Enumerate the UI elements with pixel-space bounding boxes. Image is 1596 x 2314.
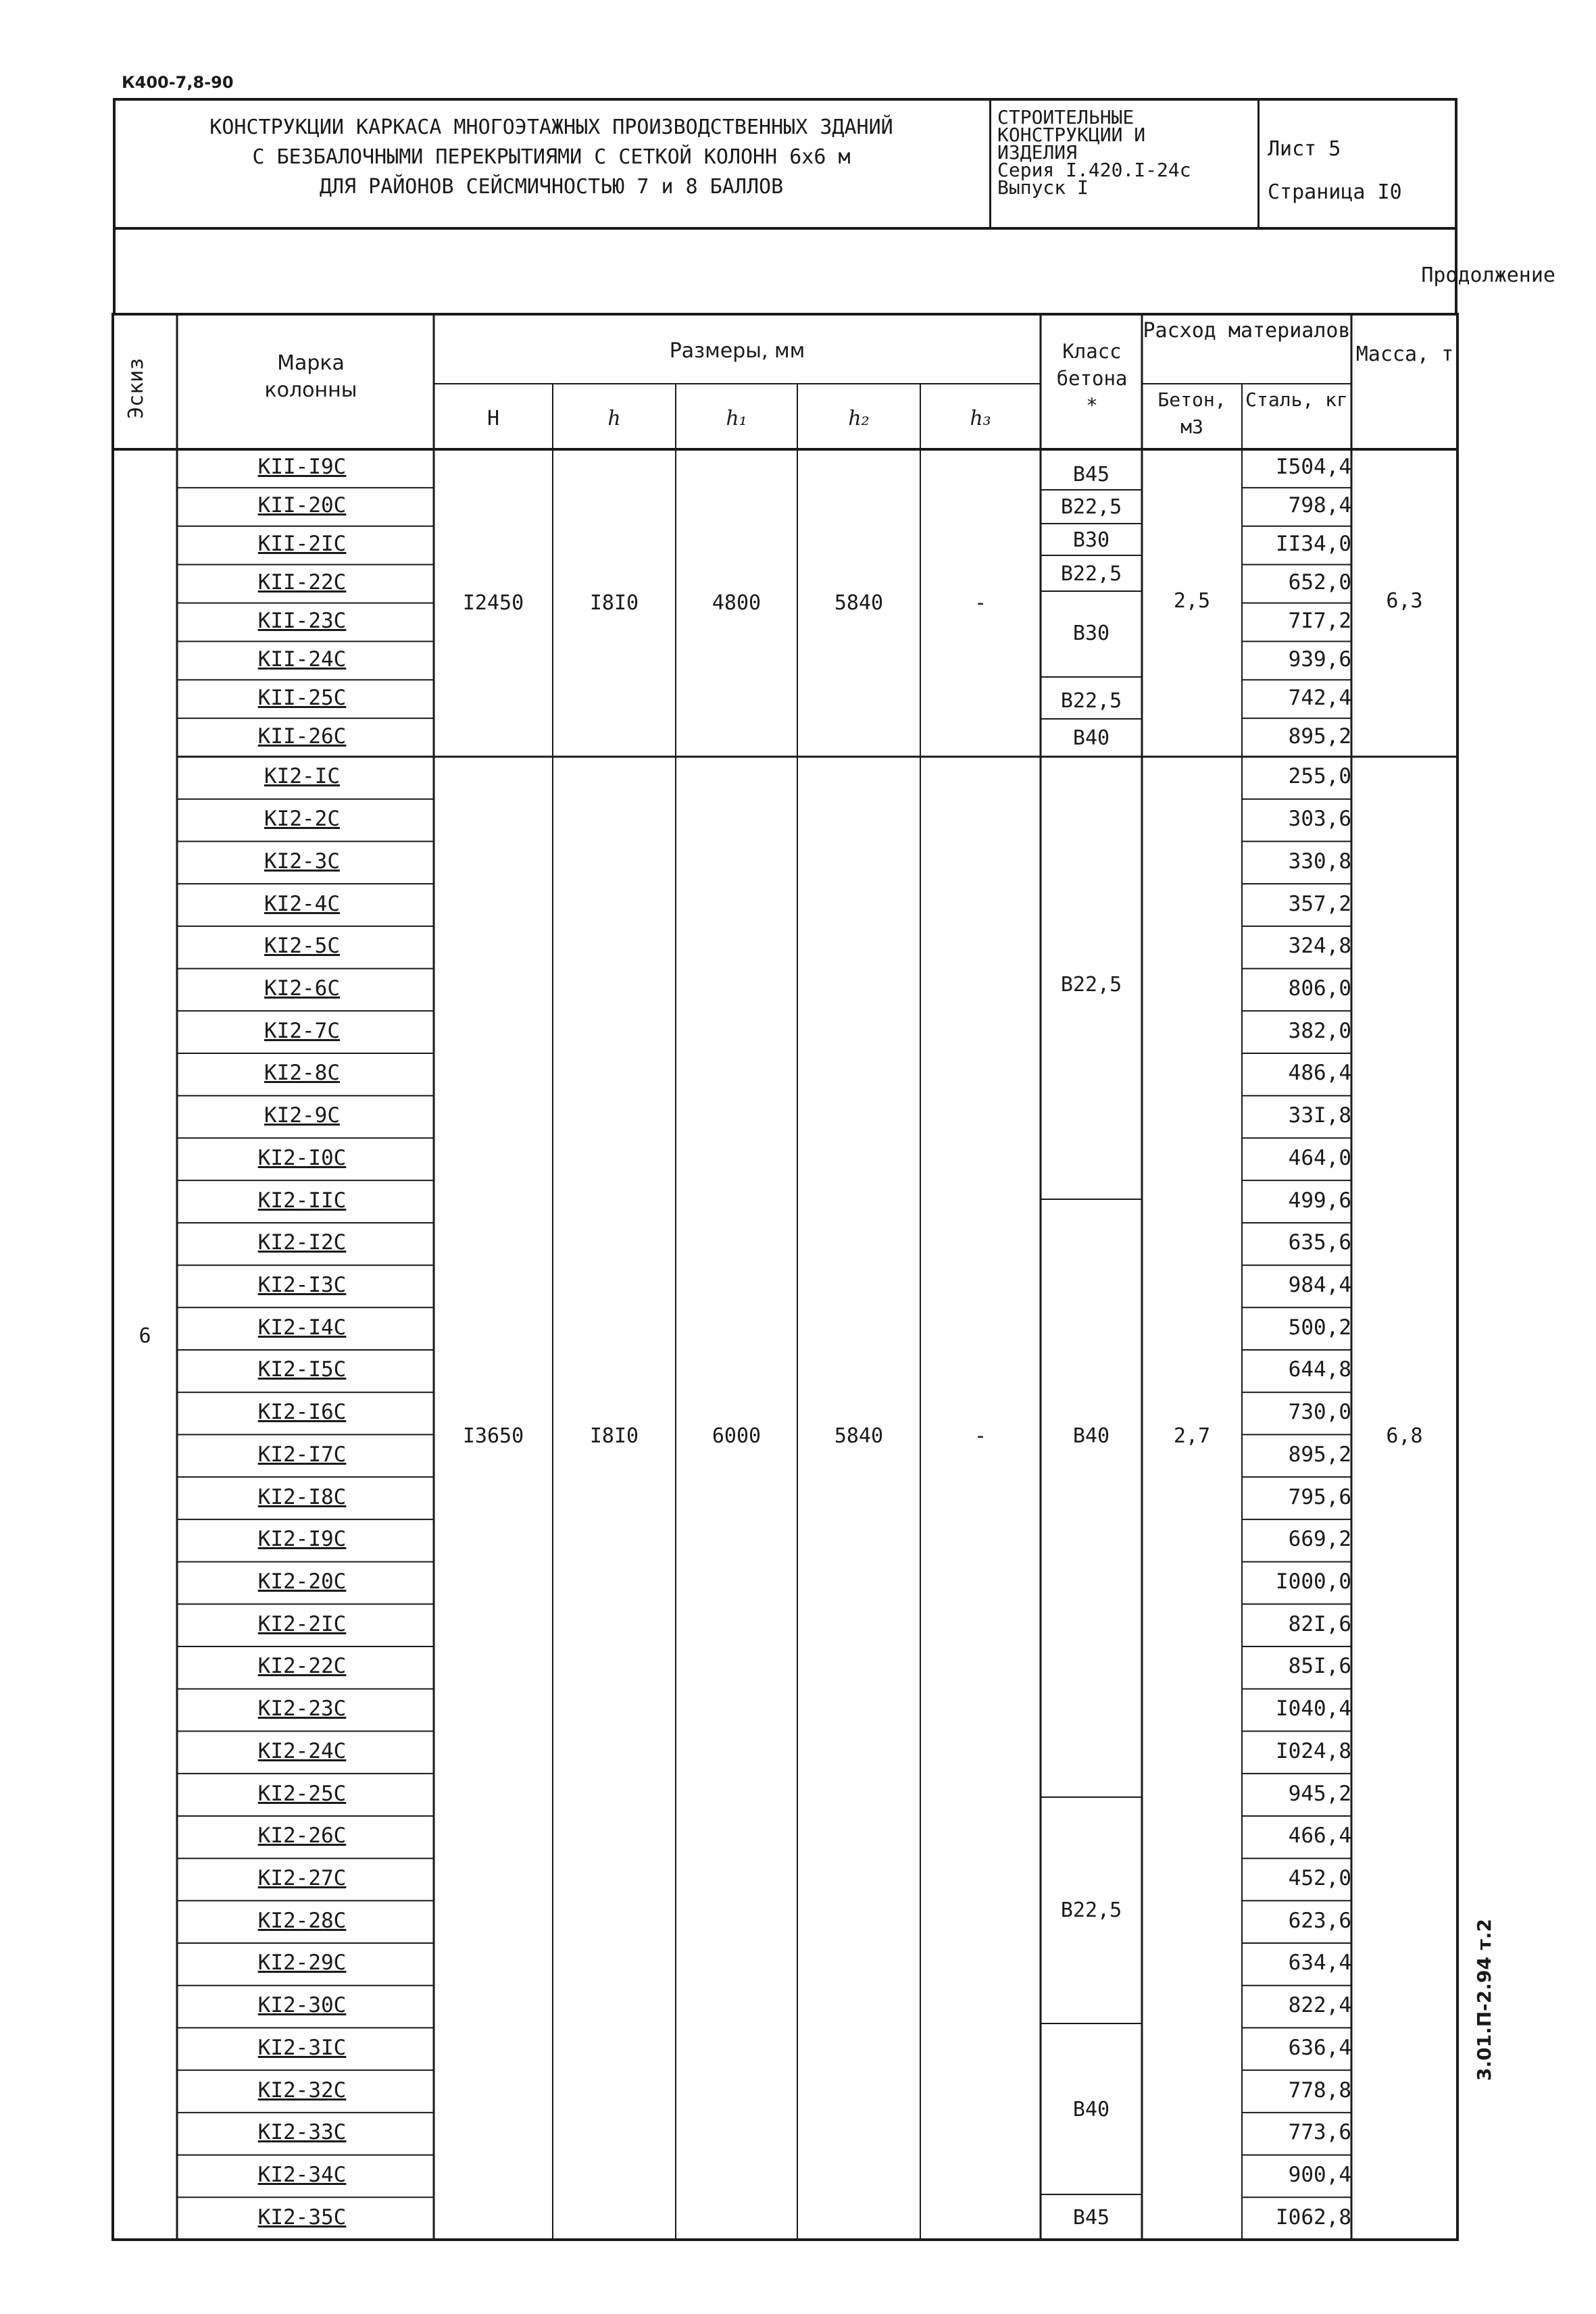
column-mark: КI2-8С [264,1061,340,1086]
column-mark: КI2-I0С [257,1145,347,1170]
g2-h2: 5840 [834,1424,884,1448]
column-mark: КI2-6С [264,976,340,1001]
column-mark: КII-23С [257,608,347,633]
column-mark: КI2-35С [257,2205,347,2230]
column-mark: КI2-3IС [257,2035,347,2060]
header-h: h [607,407,621,430]
header-h1: h₁ [726,407,747,430]
steel-value: 82I,6 [1288,1611,1351,1636]
steel-value: 330,8 [1288,849,1351,874]
header-H: H [487,407,500,430]
g2-h3: - [974,1424,987,1448]
steel-value: 255,0 [1288,764,1351,789]
column-mark: КI2-30С [257,1993,347,2018]
steel-value: 324,8 [1288,934,1351,959]
steel-value: I000,0 [1276,1569,1351,1594]
steel-value: II34,0 [1276,532,1351,557]
steel-value: 945,2 [1288,1781,1351,1806]
g2-H: I3650 [462,1424,524,1448]
steel-value: 730,0 [1288,1400,1351,1425]
g2-h: I8I0 [589,1424,639,1448]
header-concrete-class: Класс бетона * [1056,340,1128,417]
g2-h1: 6000 [712,1424,762,1448]
column-mark: КI2-22С [257,1654,347,1679]
column-mark: КI2-IIС [257,1188,347,1213]
steel-value: 895,2 [1288,724,1351,749]
steel-value: 669,2 [1288,1527,1351,1552]
column-mark: КII-2IС [257,532,347,557]
steel-value: 33I,8 [1288,1103,1351,1128]
column-mark: КI2-I6С [257,1400,347,1425]
steel-value: 742,4 [1288,685,1351,710]
steel-value: 773,6 [1288,2120,1351,2145]
column-mark: КI2-I4С [257,1315,347,1340]
g2-class: B40 [1072,1424,1110,1448]
g1-class: B40 [1072,726,1110,750]
column-mark: КI2-32С [257,2078,347,2103]
column-mark: КI2-I3С [257,1272,347,1297]
steel-value: 357,2 [1288,891,1351,916]
column-mark: КII-20С [257,493,347,518]
g1-class: B22,5 [1060,562,1122,586]
column-mark: КI2-3С [264,849,340,874]
steel-value: 382,0 [1288,1018,1351,1043]
steel-value: 636,4 [1288,2035,1351,2060]
column-mark: КI2-27С [257,1865,347,1890]
steel-value: 464,0 [1288,1145,1351,1170]
column-mark: КII-25С [257,685,347,710]
g1-H: I2450 [462,591,524,615]
header-sizes: Размеры, мм [669,339,805,363]
header-mass: Масса, т [1355,343,1454,366]
column-mark: КI2-4С [264,891,340,916]
side-code: 3.01.П-2.94 т.2 [1473,1919,1495,2081]
g1-h1: 4800 [712,591,762,615]
column-mark: КI2-2С [264,807,340,832]
g1-class: B22,5 [1060,495,1122,519]
header-materials: Расход материалов [1143,319,1351,343]
g1-class: B30 [1072,528,1110,552]
steel-value: 634,4 [1288,1951,1351,1976]
column-mark: КI2-25С [257,1781,347,1806]
steel-value: I040,4 [1276,1696,1351,1721]
g2-class: B22,5 [1060,1898,1122,1922]
steel-value: 984,4 [1288,1272,1351,1297]
document-title: КОНСТРУКЦИИ КАРКАСА МНОГОЭТАЖНЫХ ПРОИЗВОДСТВЕННЫХ ЗДАНИЙ С БЕЗБАЛОЧНЫМИ ПЕРЕКРЫТИЯМИ С СЕТКОЙ КОЛОНН 6х6 м ДЛЯ РАЙОНОВ СЕЙСМИЧНОСТЬЮ 7 и 8 БАЛЛОВ [209,116,893,199]
column-mark: КII-I9С [257,455,347,480]
g2-class: B45 [1072,2206,1110,2230]
column-mark: КI2-29С [257,1951,347,1976]
column-mark: КII-26С [257,724,347,749]
g1-h3: - [974,591,987,615]
series-info: СТРОИТЕЛЬНЫЕ КОНСТРУКЦИИ И ИЗДЕЛИЯ Серия I.420.I-24с Выпуск I [997,106,1191,199]
column-mark: КI2-24С [257,1738,347,1763]
g2-class: B40 [1072,2098,1110,2121]
column-mark: КI2-23С [257,1696,347,1721]
column-mark: КII-24С [257,647,347,672]
steel-value: 499,6 [1288,1188,1351,1213]
steel-value: I024,8 [1276,1738,1351,1763]
steel-value: I504,4 [1276,455,1351,480]
steel-value: I062,8 [1276,2205,1351,2230]
column-mark: КI2-I8С [257,1484,347,1509]
document-code: К400-7,8-90 [122,73,234,92]
steel-value: 303,6 [1288,807,1351,832]
column-mark: КI2-2IС [257,1611,347,1636]
column-mark: КI2-26С [257,1823,347,1848]
g1-h2: 5840 [834,591,884,615]
g1-h: I8I0 [589,591,639,615]
g1-mass: 6,3 [1386,589,1423,613]
steel-value: 806,0 [1288,976,1351,1001]
steel-value: 795,6 [1288,1484,1351,1509]
g2-concrete: 2,7 [1173,1424,1211,1448]
steel-value: 652,0 [1288,570,1351,595]
column-mark: КI2-I9С [257,1527,347,1552]
column-mark: КI2-34С [257,2162,347,2187]
sheet-info: Лист 5 Страница I0 [1268,137,1402,204]
column-mark: КI2-28С [257,1908,347,1933]
steel-value: 500,2 [1288,1315,1351,1340]
g1-class: B30 [1072,622,1110,645]
steel-value: 895,2 [1288,1442,1351,1467]
steel-value: 7I7,2 [1288,608,1351,633]
steel-value: 486,4 [1288,1061,1351,1086]
header-steel: Сталь, кг [1245,388,1348,411]
steel-value: 466,4 [1288,1823,1351,1848]
g1-class: B45 [1072,463,1110,486]
column-mark: КI2-I5С [257,1357,347,1382]
steel-value: 623,6 [1288,1908,1351,1933]
column-mark: КI2-33С [257,2120,347,2145]
header-concrete: Бетон, м3 [1157,388,1226,438]
sketch-number: 6 [139,1324,151,1348]
column-mark: КI2-IС [264,764,340,789]
header-h3: h₃ [970,407,991,430]
steel-value: 778,8 [1288,2078,1351,2103]
steel-value: 900,4 [1288,2162,1351,2187]
steel-value: 85I,6 [1288,1654,1351,1679]
steel-value: 798,4 [1288,493,1351,518]
steel-value: 822,4 [1288,1993,1351,2018]
steel-value: 635,6 [1288,1230,1351,1255]
steel-value: 452,0 [1288,1865,1351,1890]
steel-value: 939,6 [1288,647,1351,672]
column-mark: КI2-5С [264,934,340,959]
g2-mass: 6,8 [1386,1424,1423,1448]
header-sketch: Эскиз [124,357,148,419]
continuation-label: Продолжение [1421,263,1555,287]
g1-class: B22,5 [1060,689,1122,713]
column-mark: КI2-I7С [257,1442,347,1467]
g1-concrete: 2,5 [1173,589,1211,613]
header-mark: Марка колонны [264,351,357,402]
column-mark: КI2-7С [264,1018,340,1043]
column-mark: КI2-9С [264,1103,340,1128]
g2-class: B22,5 [1060,973,1122,997]
steel-value: 644,8 [1288,1357,1351,1382]
column-mark: КI2-I2С [257,1230,347,1255]
column-mark: КII-22С [257,570,347,595]
header-h2: h₂ [848,407,870,430]
column-mark: КI2-20С [257,1569,347,1594]
